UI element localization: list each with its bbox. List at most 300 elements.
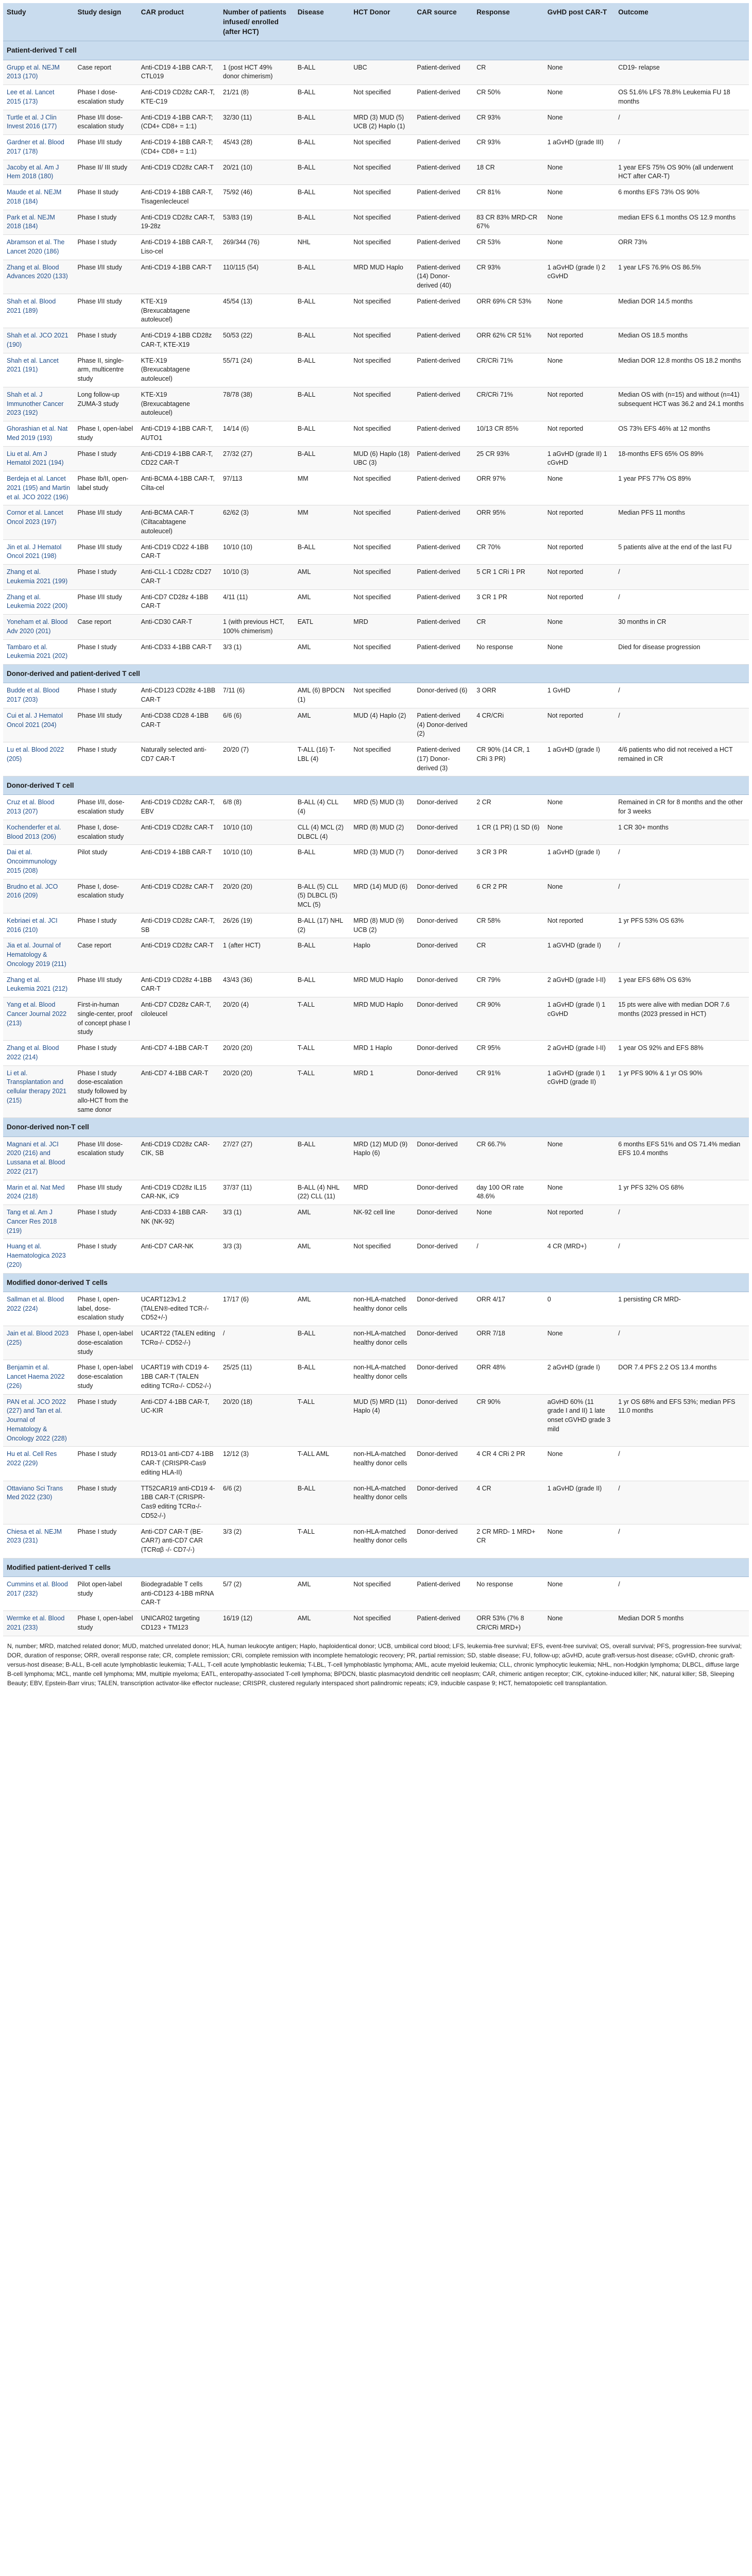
outcome-cell: Median PFS 11 months xyxy=(614,505,749,539)
car-source-cell: Donor-derived xyxy=(413,997,473,1041)
car-product-cell: Anti-CD19 4-1BB CAR-T; (CD4+ CD8+ = 1:1) xyxy=(138,135,219,160)
study-design-cell: Phase I study xyxy=(74,1394,138,1447)
study-cell: Shah et al. Lancet 2021 (191) xyxy=(3,353,74,387)
disease-cell: B-ALL xyxy=(294,1481,350,1524)
car-product-cell: Anti-CD19 CD28z CAR-T, KTE-C19 xyxy=(138,85,219,110)
gvhd-cell: 1 aGvHD (grade II) 1 cGvHD xyxy=(544,446,615,471)
table-row xyxy=(3,505,749,539)
car-source-cell: Patient-derived xyxy=(413,589,473,615)
outcome-cell: 15 pts were alive with median DOR 7.6 months (2023 pressed in HCT) xyxy=(614,997,749,1041)
patients-cell: 10/10 (3) xyxy=(219,565,294,590)
table-row xyxy=(3,972,749,997)
gvhd-cell: None xyxy=(544,1577,615,1611)
disease-cell: AML xyxy=(294,1239,350,1273)
hct-donor-cell: Not specified xyxy=(350,639,413,665)
study-cell: Zhang et al. Leukemia 2021 (199) xyxy=(3,565,74,590)
response-cell: CR 90% xyxy=(473,997,544,1041)
study-design-cell: Phase I/II study xyxy=(74,294,138,328)
study-cell: Lee et al. Lancet 2015 (173) xyxy=(3,85,74,110)
car-product-cell: Anti-CD19 4-1BB CAR-T, Tisagenlecleucel xyxy=(138,185,219,210)
table-row xyxy=(3,1360,749,1394)
response-cell: 3 CR 1 PR xyxy=(473,589,544,615)
outcome-cell: / xyxy=(614,1239,749,1273)
response-cell: ORR 48% xyxy=(473,1360,544,1394)
car-product-cell: Anti-CD19 4-1BB CAR-T, AUTO1 xyxy=(138,421,219,447)
disease-cell: AML xyxy=(294,1292,350,1326)
outcome-cell: 1 yr OS 68% and EFS 53%; median PFS 11.0 months xyxy=(614,1394,749,1447)
car-source-cell: Patient-derived xyxy=(413,160,473,185)
disease-cell: T-ALL (16) T-LBL (4) xyxy=(294,742,350,776)
hct-donor-cell: MRD (14) MUD (6) xyxy=(350,879,413,913)
disease-cell: AML (6) BPDCN (1) xyxy=(294,683,350,708)
col-header-study-design: Study design xyxy=(74,3,138,41)
car-source-cell: Patient-derived xyxy=(413,85,473,110)
car-product-cell: Anti-CD19 CD28z CAR-T, SB xyxy=(138,913,219,938)
response-cell: 4 CR/CRi xyxy=(473,708,544,742)
hct-donor-cell: Not specified xyxy=(350,1611,413,1636)
patients-cell: 55/71 (24) xyxy=(219,353,294,387)
car-source-cell: Donor-derived (6) xyxy=(413,683,473,708)
disease-cell: AML xyxy=(294,1205,350,1239)
hct-donor-cell: Not specified xyxy=(350,505,413,539)
patients-cell: 10/10 (10) xyxy=(219,539,294,565)
disease-cell: T-ALL AML xyxy=(294,1447,350,1481)
study-design-cell: Pilot open-label study xyxy=(74,1577,138,1611)
outcome-cell: / xyxy=(614,1577,749,1611)
col-header-disease: Disease xyxy=(294,3,350,41)
hct-donor-cell: non-HLA-matched healthy donor cells xyxy=(350,1524,413,1558)
disease-cell: B-ALL xyxy=(294,972,350,997)
outcome-cell: 4/6 patients who did not received a HCT remained in CR xyxy=(614,742,749,776)
outcome-cell: / xyxy=(614,845,749,879)
patients-cell: 45/43 (28) xyxy=(219,135,294,160)
study-design-cell: Phase I/II study xyxy=(74,972,138,997)
car-product-cell: Anti-CD7 CD28z CAR-T, ciloleucel xyxy=(138,997,219,1041)
gvhd-cell: None xyxy=(544,1137,615,1180)
study-cell: Abramson et al. The Lancet 2020 (186) xyxy=(3,235,74,260)
outcome-cell: / xyxy=(614,1205,749,1239)
response-cell: 1 CR (1 PR) (1 SD (6) xyxy=(473,820,544,845)
patients-cell: 53/83 (19) xyxy=(219,210,294,235)
patients-cell: 20/20 (20) xyxy=(219,879,294,913)
response-cell: CR 95% xyxy=(473,1041,544,1066)
study-cell: Zhang et al. Leukemia 2022 (200) xyxy=(3,589,74,615)
car-source-cell: Patient-derived xyxy=(413,185,473,210)
car-source-cell: Patient-derived xyxy=(413,210,473,235)
section-header-row xyxy=(3,776,749,795)
hct-donor-cell: non-HLA-matched healthy donor cells xyxy=(350,1326,413,1360)
hct-donor-cell: Haplo xyxy=(350,938,413,972)
car-product-cell: Anti-CD19 CD22 4-1BB CAR-T xyxy=(138,539,219,565)
car-source-cell: Patient-derived xyxy=(413,110,473,135)
car-source-cell: Patient-derived xyxy=(413,505,473,539)
study-design-cell: Phase I/II study xyxy=(74,260,138,294)
disease-cell: B-ALL xyxy=(294,185,350,210)
hct-donor-cell: Not specified xyxy=(350,353,413,387)
gvhd-cell: None xyxy=(544,1326,615,1360)
study-cell: Li et al. Transplantation and cellular therapy 2021 (215) xyxy=(3,1065,74,1118)
study-cell: Benjamin et al. Lancet Haema 2022 (226) xyxy=(3,1360,74,1394)
study-cell: Maude et al. NEJM 2018 (184) xyxy=(3,185,74,210)
gvhd-cell: Not reported xyxy=(544,589,615,615)
car-source-cell: Donor-derived xyxy=(413,1137,473,1180)
study-cell: Shah et al. JCO 2021 (190) xyxy=(3,328,74,353)
table-row xyxy=(3,210,749,235)
outcome-cell: Median DOR 14.5 months xyxy=(614,294,749,328)
outcome-cell: 1 year OS 92% and EFS 88% xyxy=(614,1041,749,1066)
study-design-cell: Phase I study xyxy=(74,1239,138,1273)
car-source-cell: Patient-derived (14) Donor-derived (40) xyxy=(413,260,473,294)
gvhd-cell: None xyxy=(544,85,615,110)
patients-cell: 45/54 (13) xyxy=(219,294,294,328)
table-row xyxy=(3,795,749,820)
response-cell: ORR 4/17 xyxy=(473,1292,544,1326)
hct-donor-cell: Not specified xyxy=(350,135,413,160)
gvhd-cell: None xyxy=(544,353,615,387)
patients-cell: 1 (after HCT) xyxy=(219,938,294,972)
table-row xyxy=(3,235,749,260)
patients-cell: 20/20 (4) xyxy=(219,997,294,1041)
hct-donor-cell: MRD xyxy=(350,1180,413,1205)
car-product-cell: RD13-01 anti-CD7 4-1BB CAR-T (CRISPR-Cas9 editing HLA-II) xyxy=(138,1447,219,1481)
car-source-cell: Donor-derived xyxy=(413,1239,473,1273)
gvhd-cell: Not reported xyxy=(544,328,615,353)
study-design-cell: Phase I/II study xyxy=(74,505,138,539)
response-cell: CR 93% xyxy=(473,135,544,160)
gvhd-cell: None xyxy=(544,235,615,260)
table-row xyxy=(3,997,749,1041)
table-row xyxy=(3,1481,749,1524)
disease-cell: B-ALL xyxy=(294,135,350,160)
disease-cell: B-ALL xyxy=(294,353,350,387)
study-design-cell: Phase I/II dose-escalation study xyxy=(74,1137,138,1180)
car-product-cell: Anti-CD19 CD28z 4-1BB CAR-T xyxy=(138,972,219,997)
disease-cell: B-ALL xyxy=(294,110,350,135)
response-cell: None xyxy=(473,1205,544,1239)
table-row xyxy=(3,683,749,708)
response-cell: CR 79% xyxy=(473,972,544,997)
gvhd-cell: None xyxy=(544,210,615,235)
study-design-cell: Phase I study xyxy=(74,1447,138,1481)
car-product-cell: Anti-CD7 4-1BB CAR-T xyxy=(138,1041,219,1066)
study-design-cell: Phase II/ III study xyxy=(74,160,138,185)
car-source-cell: Patient-derived xyxy=(413,639,473,665)
outcome-cell: / xyxy=(614,938,749,972)
disease-cell: AML xyxy=(294,639,350,665)
table-row xyxy=(3,1524,749,1558)
study-cell: Jin et al. J Hematol Oncol 2021 (198) xyxy=(3,539,74,565)
table-row xyxy=(3,471,749,505)
outcome-cell: / xyxy=(614,1481,749,1524)
outcome-cell: / xyxy=(614,1524,749,1558)
car-product-cell: Anti-CD19 4-1BB CAR-T, CTL019 xyxy=(138,60,219,85)
response-cell: CR 93% xyxy=(473,260,544,294)
hct-donor-cell: MRD (12) MUD (9) Haplo (6) xyxy=(350,1137,413,1180)
study-design-cell: Phase I/II study xyxy=(74,539,138,565)
car-source-cell: Patient-derived xyxy=(413,294,473,328)
car-product-cell: UCART19 with CD19 4-1BB CAR-T (TALEN editing TCRα-/- CD52-/-) xyxy=(138,1360,219,1394)
gvhd-cell: None xyxy=(544,639,615,665)
response-cell: CR 81% xyxy=(473,185,544,210)
car-product-cell: Anti-CD33 4-1BB CAR-NK (NK-92) xyxy=(138,1205,219,1239)
section-title: Donor-derived non-T cell xyxy=(3,1118,749,1137)
hct-donor-cell: Not specified xyxy=(350,539,413,565)
disease-cell: AML xyxy=(294,708,350,742)
hct-donor-cell: Not specified xyxy=(350,235,413,260)
car-source-cell: Donor-derived xyxy=(413,1481,473,1524)
patients-cell: 10/10 (10) xyxy=(219,845,294,879)
gvhd-cell: Not reported xyxy=(544,1205,615,1239)
car-product-cell: Anti-BCMA 4-1BB CAR-T, Cilta-cel xyxy=(138,471,219,505)
disease-cell: T-ALL xyxy=(294,1065,350,1118)
response-cell: ORR 7/18 xyxy=(473,1326,544,1360)
study-design-cell: Case report xyxy=(74,938,138,972)
outcome-cell: 1 CR 30+ months xyxy=(614,820,749,845)
disease-cell: AML xyxy=(294,1577,350,1611)
patients-cell: 6/6 (2) xyxy=(219,1481,294,1524)
table-row xyxy=(3,260,749,294)
section-header-row xyxy=(3,665,749,683)
gvhd-cell: 1 aGvHD (grade I) xyxy=(544,845,615,879)
gvhd-cell: 1 aGvHD (grade I) xyxy=(544,742,615,776)
study-cell: Kochenderfer et al. Blood 2013 (206) xyxy=(3,820,74,845)
car-source-cell: Donor-derived xyxy=(413,1524,473,1558)
patients-cell: 27/32 (27) xyxy=(219,446,294,471)
patients-cell: 20/20 (20) xyxy=(219,1065,294,1118)
car-source-cell: Patient-derived (17) Donor-derived (3) xyxy=(413,742,473,776)
table-row xyxy=(3,1447,749,1481)
table-row xyxy=(3,1239,749,1273)
patients-cell: 1 (with previous HCT, 100% chimerism) xyxy=(219,615,294,640)
disease-cell: T-ALL xyxy=(294,1394,350,1447)
study-cell: Liu et al. Am J Hematol 2021 (194) xyxy=(3,446,74,471)
study-cell: Chiesa et al. NEJM 2023 (231) xyxy=(3,1524,74,1558)
col-header-number-of-patients: Number of patients infused/ enrolled (after HCT) xyxy=(219,3,294,41)
outcome-cell: / xyxy=(614,683,749,708)
col-header-hct-donor: HCT Donor xyxy=(350,3,413,41)
patients-cell: 62/62 (3) xyxy=(219,505,294,539)
gvhd-cell: None xyxy=(544,879,615,913)
car-product-cell: TT52CAR19 anti-CD19 4-1BB CAR-T (CRISPR-Cas9 editing TCRα-/- CD52-/-) xyxy=(138,1481,219,1524)
car-product-cell: Anti-CD7 CAR-T (BE-CAR7) anti-CD7 CAR (TCRαβ -/- CD7-/-) xyxy=(138,1524,219,1558)
study-cell: Zhang et al. Blood 2022 (214) xyxy=(3,1041,74,1066)
patients-cell: 26/26 (19) xyxy=(219,913,294,938)
hct-donor-cell: NK-92 cell line xyxy=(350,1205,413,1239)
car-product-cell: Anti-CD30 CAR-T xyxy=(138,615,219,640)
outcome-cell: / xyxy=(614,1326,749,1360)
study-cell: Turtle et al. J Clin Invest 2016 (177) xyxy=(3,110,74,135)
hct-donor-cell: Not specified xyxy=(350,294,413,328)
car-product-cell: Anti-CD19 4-1BB CAR-T xyxy=(138,845,219,879)
car-product-cell: UNICAR02 targeting CD123 + TM123 xyxy=(138,1611,219,1636)
patients-cell: 25/25 (11) xyxy=(219,1360,294,1394)
response-cell: CR/CRi 71% xyxy=(473,353,544,387)
disease-cell: MM xyxy=(294,505,350,539)
outcome-cell: 1 yr PFS 53% OS 63% xyxy=(614,913,749,938)
hct-donor-cell: Not specified xyxy=(350,421,413,447)
study-cell: Dai et al. Oncoimmunology 2015 (208) xyxy=(3,845,74,879)
response-cell: 18 CR xyxy=(473,160,544,185)
study-cell: Zhang et al. Blood Advances 2020 (133) xyxy=(3,260,74,294)
disease-cell: B-ALL xyxy=(294,387,350,421)
section-header-row xyxy=(3,1118,749,1137)
study-cell: Hu et al. Cell Res 2022 (229) xyxy=(3,1447,74,1481)
outcome-cell: / xyxy=(614,589,749,615)
study-design-cell: Phase I/II, dose-escalation study xyxy=(74,795,138,820)
study-cell: Jia et al. Journal of Hematology & Oncology 2019 (211) xyxy=(3,938,74,972)
section-title: Donor-derived and patient-derived T cell xyxy=(3,665,749,683)
patients-cell: / xyxy=(219,1326,294,1360)
gvhd-cell: Not reported xyxy=(544,539,615,565)
response-cell: No response xyxy=(473,1577,544,1611)
study-design-cell: Phase Ib/II, open-label study xyxy=(74,471,138,505)
disease-cell: B-ALL xyxy=(294,160,350,185)
gvhd-cell: None xyxy=(544,160,615,185)
car-product-cell: Anti-CD19 CD28z CAR-T, EBV xyxy=(138,795,219,820)
hct-donor-cell: MRD MUD Haplo xyxy=(350,997,413,1041)
study-cell: Cummins et al. Blood 2017 (232) xyxy=(3,1577,74,1611)
disease-cell: B-ALL xyxy=(294,210,350,235)
outcome-cell: 6 months EFS 73% OS 90% xyxy=(614,185,749,210)
study-design-cell: Long follow-up ZUMA-3 study xyxy=(74,387,138,421)
disease-cell: MM xyxy=(294,471,350,505)
disease-cell: T-ALL xyxy=(294,997,350,1041)
hct-donor-cell: Not specified xyxy=(350,328,413,353)
car-product-cell: KTE-X19 (Brexucabtagene autoleucel) xyxy=(138,353,219,387)
gvhd-cell: None xyxy=(544,1180,615,1205)
response-cell: / xyxy=(473,1239,544,1273)
patients-cell: 20/20 (20) xyxy=(219,1041,294,1066)
table-row xyxy=(3,328,749,353)
car-source-cell: Donor-derived xyxy=(413,1041,473,1066)
study-design-cell: Phase I study xyxy=(74,683,138,708)
section-title: Donor-derived T cell xyxy=(3,776,749,795)
patients-cell: 32/30 (11) xyxy=(219,110,294,135)
car-source-cell: Patient-derived xyxy=(413,1611,473,1636)
response-cell: ORR 69% CR 53% xyxy=(473,294,544,328)
gvhd-cell: None xyxy=(544,60,615,85)
response-cell: CR 53% xyxy=(473,235,544,260)
study-cell: Budde et al. Blood 2017 (203) xyxy=(3,683,74,708)
car-product-cell: Anti-CD19 CD28z CAR-T xyxy=(138,160,219,185)
study-design-cell: Phase I, dose-escalation study xyxy=(74,879,138,913)
car-source-cell: Donor-derived xyxy=(413,1326,473,1360)
study-design-cell: Phase I, open-label, dose-escalation study xyxy=(74,1292,138,1326)
table-row xyxy=(3,1577,749,1611)
disease-cell: NHL xyxy=(294,235,350,260)
car-product-cell: Naturally selected anti-CD7 CAR-T xyxy=(138,742,219,776)
car-source-cell: Donor-derived xyxy=(413,879,473,913)
disease-cell: B-ALL xyxy=(294,938,350,972)
gvhd-cell: 2 aGvHD (grade I) xyxy=(544,1360,615,1394)
gvhd-cell: None xyxy=(544,1611,615,1636)
table-row xyxy=(3,615,749,640)
study-cell: Sallman et al. Blood 2022 (224) xyxy=(3,1292,74,1326)
car-source-cell: Patient-derived xyxy=(413,446,473,471)
outcome-cell: Remained in CR for 8 months and the other for 3 weeks xyxy=(614,795,749,820)
hct-donor-cell: non-HLA-matched healthy donor cells xyxy=(350,1360,413,1394)
car-product-cell: Anti-CD123 CD28z 4-1BB CAR-T xyxy=(138,683,219,708)
study-cell: Tang et al. Am J Cancer Res 2018 (219) xyxy=(3,1205,74,1239)
col-header-car-source: CAR source xyxy=(413,3,473,41)
study-cell: Grupp et al. NEJM 2013 (170) xyxy=(3,60,74,85)
study-design-cell: Phase I study xyxy=(74,1524,138,1558)
car-source-cell: Patient-derived xyxy=(413,387,473,421)
hct-donor-cell: MUD (6) Haplo (18) UBC (3) xyxy=(350,446,413,471)
study-design-cell: Phase I study xyxy=(74,235,138,260)
section-title: Modified patient-derived T cells xyxy=(3,1558,749,1577)
disease-cell: T-ALL xyxy=(294,1524,350,1558)
hct-donor-cell: Not specified xyxy=(350,1577,413,1611)
col-header-response: Response xyxy=(473,3,544,41)
response-cell: CR/CRi 71% xyxy=(473,387,544,421)
table-row xyxy=(3,1065,749,1118)
study-cell: Ottaviano Sci Trans Med 2022 (230) xyxy=(3,1481,74,1524)
gvhd-cell: None xyxy=(544,1524,615,1558)
car-product-cell: Anti-CD19 CD28z CAR-T, 19-28z xyxy=(138,210,219,235)
table-footnote: N, number; MRD, matched related donor; MUD, matched unrelated donor; HLA, human leukocyte antigen; Haplo, haploidentical donor; UCB, umbilical cord blood; LFS, leukemia-free survival; EFS, event-free survival; OS, overall survival; PFS, progression-free survival; DOR, duration of response; ORR, overall response rate; CR, complete remission; CRi, complete remission with incomplete hematologic recovery; PR, partial remission; SD, stable disease; FU, follow-up; aGvHD, acute graft-versus-host disease; cGvHD, chronic graft-versus-host disease; B-ALL, B-cell acute lymphoblastic leukemia; T-ALL, T-cell acute lymphoblastic leukemia; T-LBL, T-cell lymphoblastic lymphoma; AML, acute myeloid leukemia; CLL, chronic lymphocytic leukemia; NHL, non-Hodgkin lymphoma; DLBCL, diffuse large B-cell lymphoma; MCL, mantle cell lymphoma; MM, multiple myeloma; EATL, enteropathy-associated T-cell lymphoma; BPDCN, blastic plasmacytoid dendritic cell neoplasm; CAR, chimeric antigen receptor; CIK, cytokine-induced killer; NK, natural killer; SB, Sleeping Beauty; EBV, Epstein-Barr virus; TALEN, transcription activator-like effector nuclease; CRISPR, clustered regularly interspaced short palindromic repeats; iC9, inducible caspase 9; HCT, hematopoietic cell transplantation. xyxy=(7,1642,742,1687)
outcome-cell: ORR 73% xyxy=(614,235,749,260)
gvhd-cell: None xyxy=(544,185,615,210)
col-header-gvhd: GvHD post CAR-T xyxy=(544,3,615,41)
response-cell: ORR 97% xyxy=(473,471,544,505)
response-cell: CR 66.7% xyxy=(473,1137,544,1180)
study-design-cell: Phase I/II dose-escalation study xyxy=(74,110,138,135)
table-row xyxy=(3,1292,749,1326)
study-design-cell: Phase I study xyxy=(74,742,138,776)
patients-cell: 75/92 (46) xyxy=(219,185,294,210)
car-product-cell: Anti-CD19 CD28z CAR-T xyxy=(138,879,219,913)
col-header-study: Study xyxy=(3,3,74,41)
header-row xyxy=(3,3,749,41)
study-design-cell: Phase I/II study xyxy=(74,708,138,742)
study-design-cell: Phase I study xyxy=(74,565,138,590)
study-design-cell: Phase I/II study xyxy=(74,135,138,160)
table-row xyxy=(3,446,749,471)
response-cell: CR 70% xyxy=(473,539,544,565)
car-product-cell: Anti-CD7 4-1BB CAR-T, UC-KIR xyxy=(138,1394,219,1447)
patients-cell: 269/344 (76) xyxy=(219,235,294,260)
section-header-row xyxy=(3,41,749,60)
study-cell: Jain et al. Blood 2023 (225) xyxy=(3,1326,74,1360)
response-cell: ORR 95% xyxy=(473,505,544,539)
outcome-cell: 1 year EFS 68% OS 63% xyxy=(614,972,749,997)
hct-donor-cell: MUD (4) Haplo (2) xyxy=(350,708,413,742)
table-row xyxy=(3,1205,749,1239)
hct-donor-cell: Not specified xyxy=(350,85,413,110)
table-row xyxy=(3,639,749,665)
outcome-cell: 18-months EFS 65% OS 89% xyxy=(614,446,749,471)
patients-cell: 3/3 (2) xyxy=(219,1524,294,1558)
response-cell: CR xyxy=(473,938,544,972)
car-product-cell: KTE-X19 (Brexucabtagene autoleucel) xyxy=(138,294,219,328)
table-row xyxy=(3,845,749,879)
gvhd-cell: None xyxy=(544,294,615,328)
study-cell: PAN et al. JCO 2022 (227) and Tan et al. Journal of Hematology & Oncology 2022 (228) xyxy=(3,1394,74,1447)
study-cell: Ghorashian et al. Nat Med 2019 (193) xyxy=(3,421,74,447)
disease-cell: AML xyxy=(294,565,350,590)
car-source-cell: Donor-derived xyxy=(413,845,473,879)
disease-cell: CLL (4) MCL (2) DLBCL (4) xyxy=(294,820,350,845)
hct-donor-cell: Not specified xyxy=(350,387,413,421)
hct-donor-cell: Not specified xyxy=(350,185,413,210)
gvhd-cell: Not reported xyxy=(544,565,615,590)
outcome-cell: Median DOR 12.8 months OS 18.2 months xyxy=(614,353,749,387)
outcome-cell: Median OS with (n=15) and without (n=41) subsequent HCT was 36.2 and 24.1 months xyxy=(614,387,749,421)
study-design-cell: Phase I, dose-escalation study xyxy=(74,820,138,845)
outcome-cell: 30 months in CR xyxy=(614,615,749,640)
hct-donor-cell: MRD xyxy=(350,615,413,640)
